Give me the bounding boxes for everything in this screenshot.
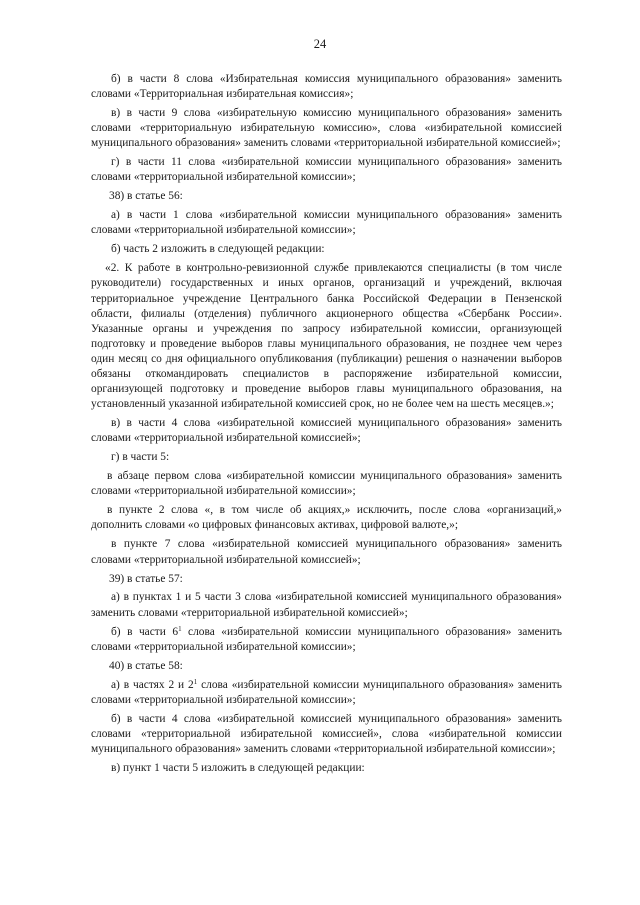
article-heading: 40) в статье 58: bbox=[109, 659, 183, 672]
paragraph: в пункте 7 слова «избирательной комиссией муниципального образования» заменить словами «территориальной избирательной комиссией»; bbox=[91, 538, 562, 566]
paragraph: в) пункт 1 части 5 изложить в следующей редакции: bbox=[111, 761, 365, 774]
document-body bbox=[91, 72, 562, 780]
page-number: 24 bbox=[313, 37, 327, 51]
paragraph: б) в части 8 слова «Избирательная комиссия муниципального образования» заменить словами «Территориальная избирательная комиссия»; bbox=[91, 73, 562, 101]
article-heading: 39) в статье 57: bbox=[109, 572, 183, 585]
paragraph: в абзаце первом слова «избирательной комиссии муниципального образования» заменить словами «территориальной избирательной комиссии»; bbox=[91, 470, 562, 498]
paragraph: в) в части 4 слова «избирательной комиссией муниципального образования» заменить словами «территориальной избирательной комиссией»; bbox=[91, 417, 562, 445]
quoted-paragraph: «2. К работе в контрольно-ревизионной службе привлекаются специалисты (в том числе руководители) государственных и иных органов, организаций и учреждений, включая территориальное учреждение Центрального банка Российской Федерации в Пензенской области, филиалы (отделения) публичного акционерного общества «Сбербанк России». Указанные органы и учреждения по запросу избирательной комиссии, организующей подготовку и проведение выборов главы муниципального образования, не позднее чем через один месяц со дня официального опубликования (публикации) решения о назначении выборов обязаны откомандировать специалистов в распоряжение избирательной комиссии, организующей подготовку и проведение выборов главы муниципального образования, на установленный указанной избирательной комиссией срок, но не более чем на шесть месяцев.»; bbox=[91, 262, 562, 411]
paragraph bbox=[91, 625, 562, 655]
paragraph: в) в части 9 слова «избирательную комиссию муниципального образования» заменить словами «территориальную избирательную комиссию», слова «избирательной комиссией муниципального образования» заменить словами «территориальной избирательной комиссией»; bbox=[91, 107, 562, 150]
paragraph: а) в пунктах 1 и 5 части 3 слова «избирательной комиссией муниципального образования» заменить словами «территориальной избирательной комиссией»; bbox=[91, 591, 562, 619]
superscript: 1 bbox=[178, 624, 182, 633]
paragraph-text-start: а) в частях 2 и 2 bbox=[111, 678, 194, 691]
paragraph-text-end: слова «избирательной комиссии муниципального образования» заменить словами «территориальной избирательной комиссии»; bbox=[91, 678, 562, 706]
paragraph-text-end: слова «избирательной комиссии муниципального образования» заменить словами «территориальной избирательной комиссии»; bbox=[91, 625, 562, 653]
paragraph-text-start: б) в части 6 bbox=[111, 625, 179, 638]
paragraph: г) в части 5: bbox=[111, 451, 170, 464]
paragraph: б) часть 2 изложить в следующей редакции: bbox=[111, 243, 325, 256]
paragraph: а) в части 1 слова «избирательной комиссии муниципального образования» заменить словами «территориальной избирательной комиссии»; bbox=[91, 209, 562, 237]
paragraph: б) в части 4 слова «избирательной комиссией муниципального образования» заменить словами «территориальной избирательной комиссией», слова «избирательной комиссии муниципального образования» заменить словами «территориальной избирательной комиссии»; bbox=[91, 712, 562, 755]
superscript: 1 bbox=[193, 677, 198, 686]
paragraph bbox=[91, 678, 562, 708]
paragraph: в пункте 2 слова «, в том числе об акциях,» исключить, после слова «организаций,» дополнить словами «о цифровых финансовых активах, цифровой валюте,»; bbox=[91, 504, 562, 532]
article-heading: 38) в статье 56: bbox=[109, 190, 183, 203]
paragraph: г) в части 11 слова «избирательной комиссии муниципального образования» заменить словами «территориальной избирательной комиссии»; bbox=[91, 156, 562, 184]
